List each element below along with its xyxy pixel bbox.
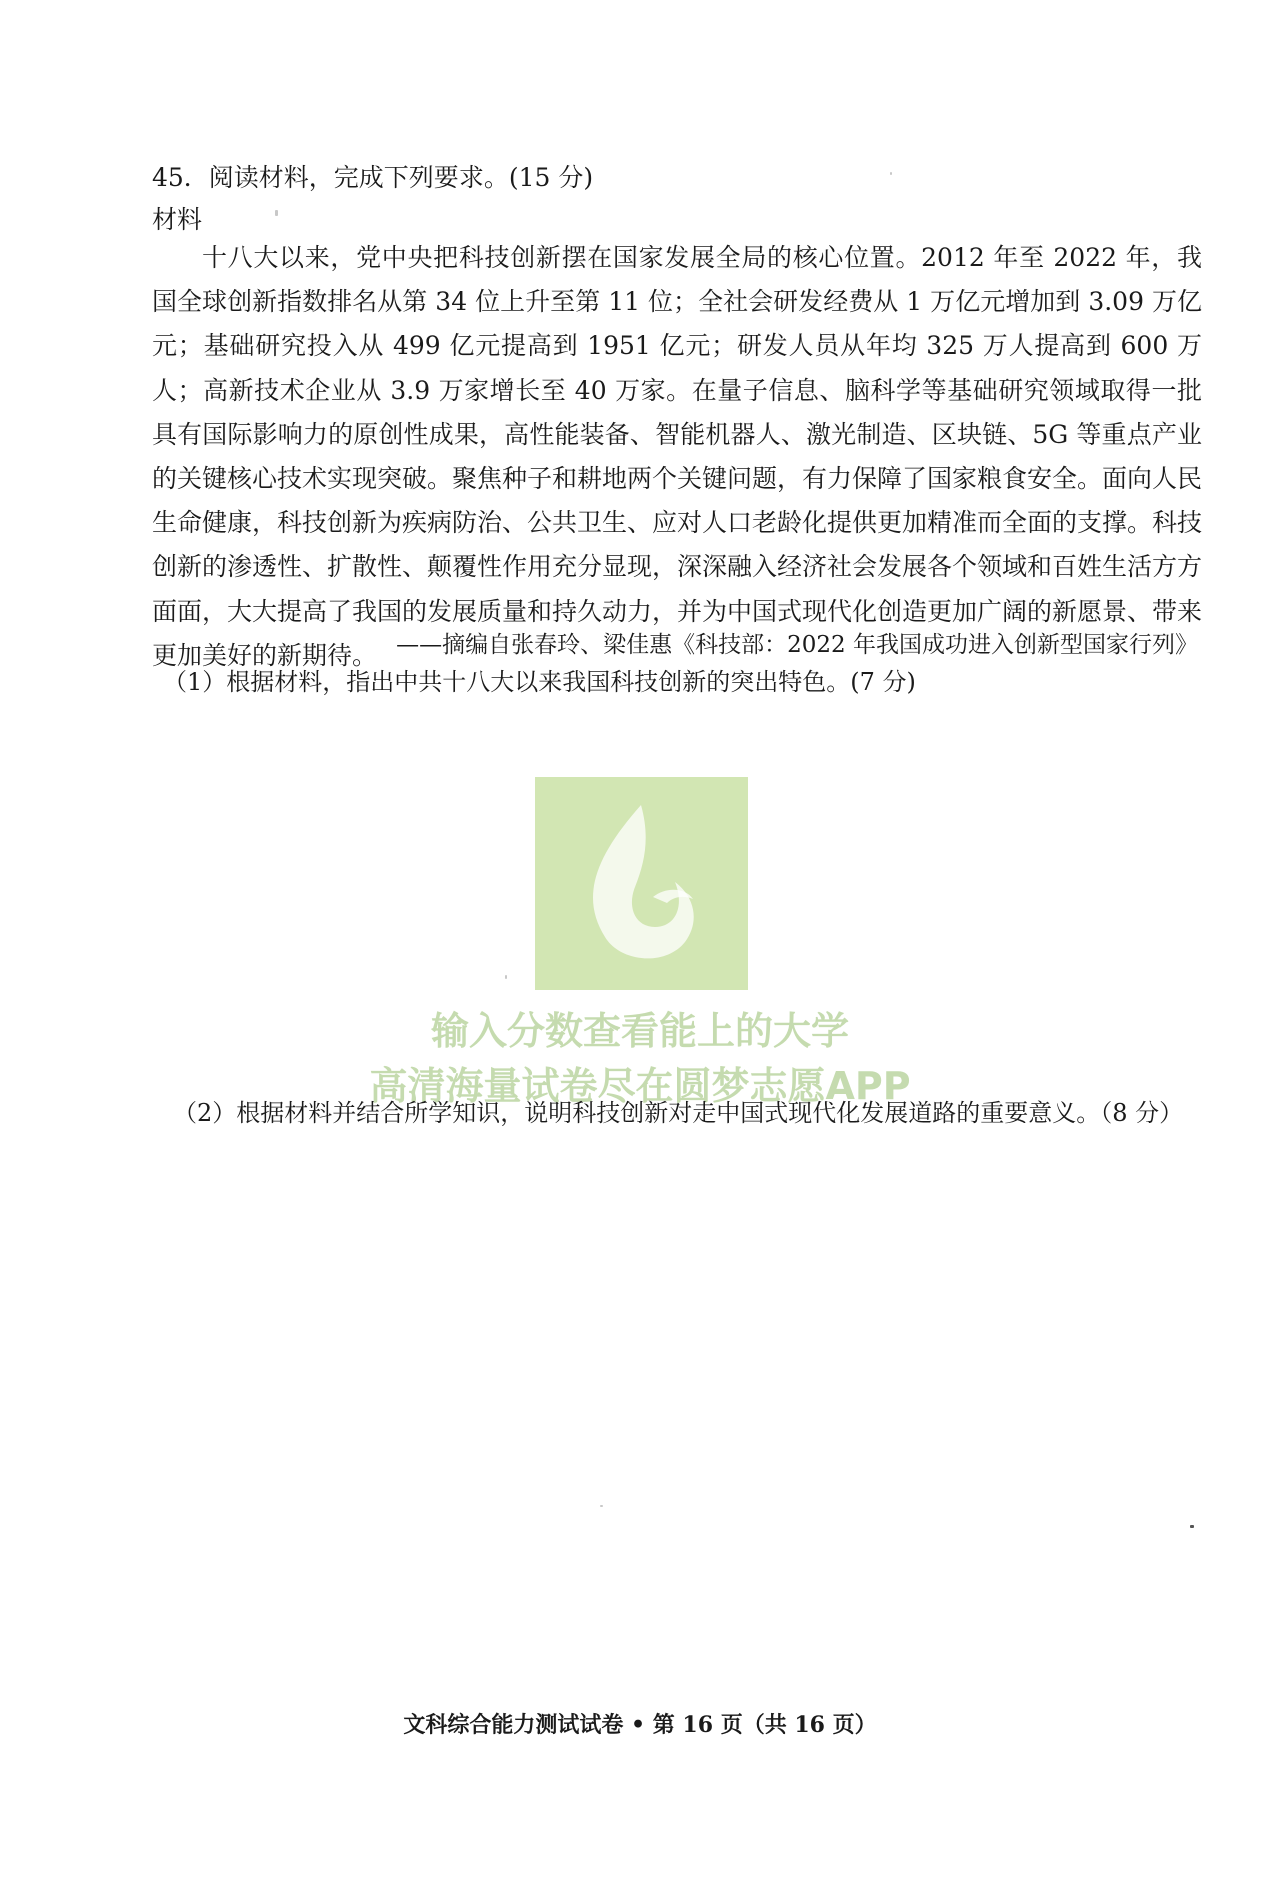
flame-bird-icon [535, 777, 748, 990]
watermark-line-2: 高清海量试卷尽在圆梦志愿APP [369, 1064, 911, 1108]
scan-speck [1190, 1525, 1194, 1528]
sub-question-2: （2）根据材料并结合所学知识，说明科技创新对走中国式现代化发展道路的重要意义。（8 分） [173, 1099, 1184, 1127]
page-footer: 文科综合能力测试试卷 • 第 16 页（共 16 页） [403, 1712, 877, 1738]
scan-speck [600, 1505, 603, 1507]
watermark-logo [535, 777, 748, 990]
scan-speck [505, 975, 507, 979]
material-text: 十八大以来，党中央把科技创新摆在国家发展全局的核心位置。2012 年至 2022 年，我国全球创新指数排名从第 34 位上升至第 11 位；全社会研发经费从 1 万亿元增加到 3.09 万亿元；基础研究投入从 499 亿元提高到 1951 亿元；研发人员从年均 325 万人提高到 600 万人；高新技术企业从 3.9 万家增长至 40 万家。在量子信息、脑科学等基础研究领域取得一批具有国际影响力的原创性成果，高性能装备、智能机器人、激光制造、区块链、5G 等重点产业的关键核心技术实现突破。聚焦种子和耕地两个关键问题，有力保障了国家粮食安全。面向人民生命健康，科技创新为疾病防治、公共卫生、应对人口老龄化提供更加精准而全面的支撑。科技创新的渗透性、扩散性、颠覆性作用充分显现，深深融入经济社会发展各个领域和百姓生活方方面面，大大提高了我国的发展质量和持久动力，并为中国式现代化创造更加广阔的新愿景、带来更加美好的新期待。 [152, 243, 1203, 670]
scan-speck [275, 210, 278, 216]
scan-speck [890, 172, 892, 175]
question-title: 45．阅读材料，完成下列要求。(15 分) [152, 163, 594, 192]
sub-question-1: （1）根据材料，指出中共十八大以来我国科技创新的突出特色。(7 分) [163, 668, 916, 696]
material-source: ——摘编自张春玲、梁佳惠《科技部：2022 年我国成功进入创新型国家行列》 [396, 632, 1198, 658]
watermark-line-1: 输入分数查看能上的大学 [430, 1009, 849, 1053]
material-label: 材料 [152, 205, 203, 234]
